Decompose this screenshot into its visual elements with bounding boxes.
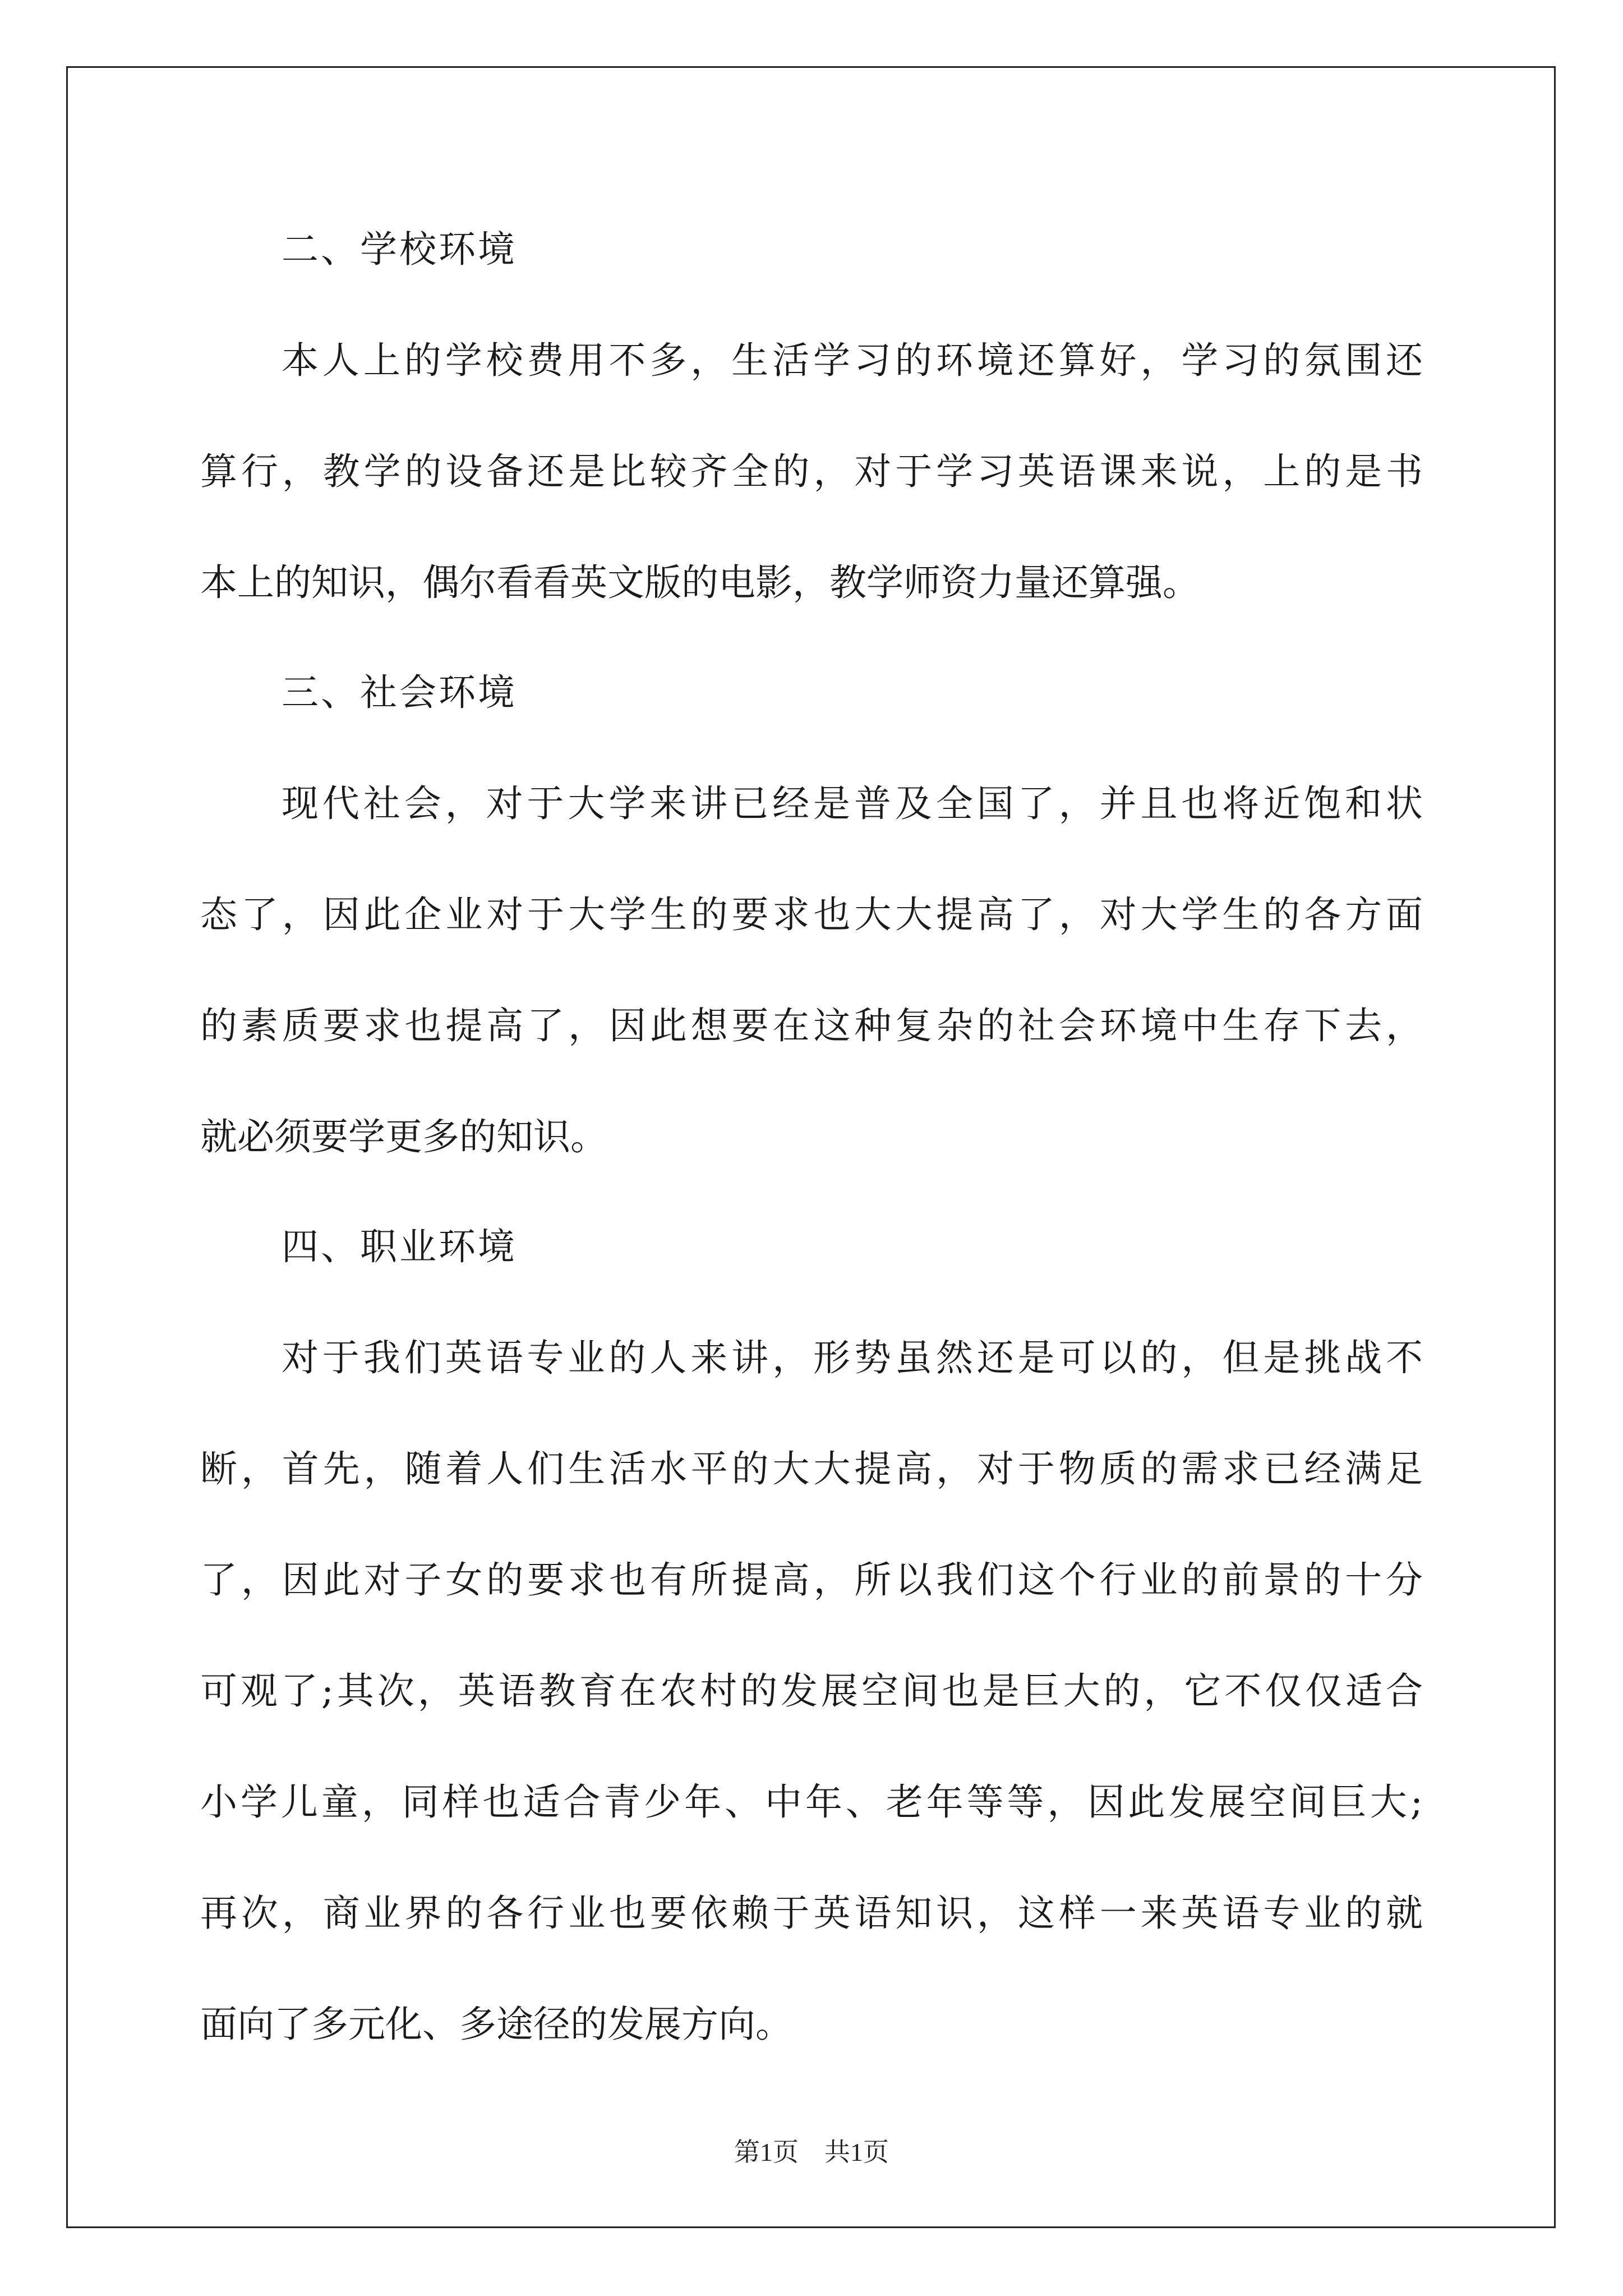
paragraph-line: 算行，教学的设备还是比较齐全的，对于学习英语课来说，上的是书 <box>200 450 1423 493</box>
section-heading-social-environment: 三、社会环境 <box>282 671 517 714</box>
paragraph-line: 本人上的学校费用不多，生活学习的环境还算好，学习的氛围还 <box>282 339 1423 382</box>
paragraph-line: 现代社会，对于大学来讲已经是普及全国了，并且也将近饱和状 <box>282 782 1423 825</box>
paragraph-line: 态了，因此企业对于大学生的要求也大大提高了，对大学生的各方面 <box>200 893 1423 936</box>
paragraph-line: 对于我们英语专业的人来讲，形势虽然还是可以的，但是挑战不 <box>282 1336 1423 1379</box>
paragraph-line: 了，因此对子女的要求也有所提高，所以我们这个行业的前景的十分 <box>200 1558 1423 1602</box>
paragraph-line: 断，首先，随着人们生活水平的大大提高，对于物质的需求已经满足 <box>200 1447 1423 1490</box>
paragraph-line: 小学儿童，同样也适合青少年、中年、老年等等，因此发展空间巨大; <box>200 1780 1423 1824</box>
section-heading-school-environment: 二、学校环境 <box>282 228 517 271</box>
section-heading-career-environment: 四、职业环境 <box>282 1225 517 1268</box>
paragraph-line: 面向了多元化、多途径的发展方向。 <box>200 2003 792 2046</box>
page-number-footer: 第1页 共1页 <box>734 2138 889 2166</box>
paragraph-line: 的素质要求也提高了，因此想要在这种复杂的社会环境中生存下去， <box>200 1004 1423 1047</box>
paragraph-line: 本上的知识，偶尔看看英文版的电影，教学师资力量还算强。 <box>200 561 1200 604</box>
paragraph-line: 再次，商业界的各行业也要依赖于英语知识，这样一来英语专业的就 <box>200 1892 1423 1935</box>
paragraph-line: 就必须要学更多的知识。 <box>200 1115 607 1158</box>
paragraph-line: 可观了;其次，英语教育在农村的发展空间也是巨大的，它不仅仅适合 <box>200 1669 1423 1713</box>
